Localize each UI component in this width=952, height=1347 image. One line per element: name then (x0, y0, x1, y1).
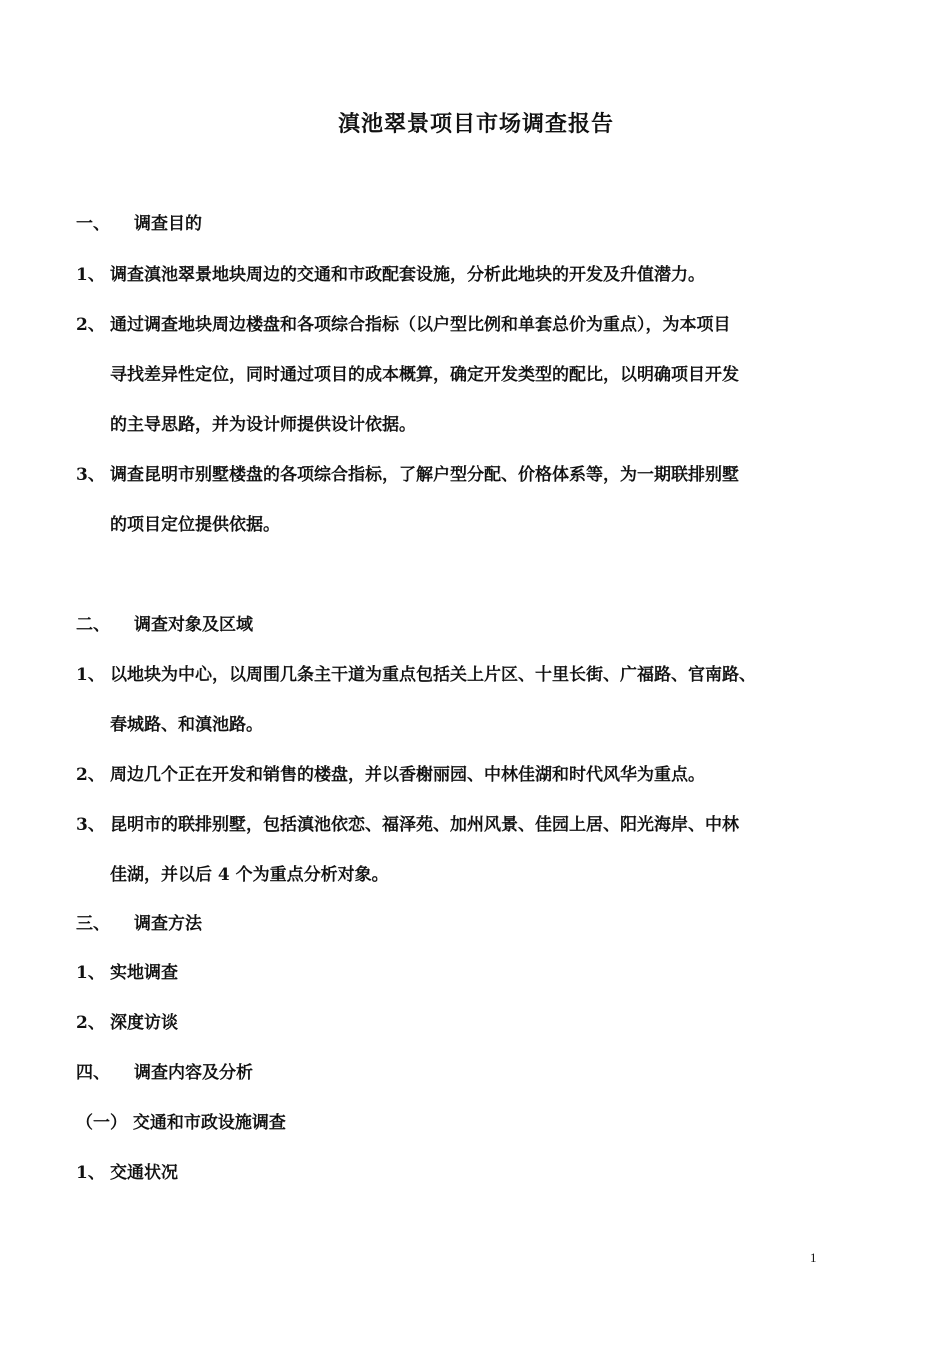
document-title: 滇池翠景项目市场调查报告 (337, 112, 614, 137)
section-title: 调查内容及分析 (134, 1063, 253, 1083)
section-title: 调查方法 (134, 914, 202, 934)
item-text: 实地调查 (110, 963, 178, 983)
item-text: 春城路、和滇池路。 (110, 715, 263, 735)
item-text: 寻找差异性定位，同时通过项目的成本概算，确定开发类型的配比，以明确项目开发 (110, 365, 739, 385)
item-text: 周边几个正在开发和销售的楼盘，并以香榭丽园、中林佳湖和时代风华为重点。 (110, 765, 705, 785)
item-number: 1、 (76, 963, 105, 983)
section-number: 四、 (76, 1063, 110, 1083)
item-text: 交通状况 (110, 1163, 178, 1183)
section-number: 三、 (76, 914, 110, 934)
item-text: 佳湖，并以后 4 个为重点分析对象。 (110, 865, 389, 885)
item-text: 昆明市的联排别墅，包括滇池依恋、福泽苑、加州风景、佳园上居、阳光海岸、中林 (110, 815, 739, 835)
item-text: 通过调查地块周边楼盘和各项综合指标（以户型比例和单套总价为重点），为本项目 (110, 315, 731, 335)
item-number: 1、 (76, 265, 105, 285)
item-number: 3、 (76, 815, 105, 835)
item-text: 深度访谈 (110, 1013, 178, 1033)
section-number: 二、 (76, 615, 110, 635)
subsection-title: （一） 交通和市政设施调查 (76, 1113, 286, 1133)
item-text: 的主导思路，并为设计师提供设计依据。 (110, 415, 416, 435)
item-number: 2、 (76, 315, 105, 335)
item-text: 的项目定位提供依据。 (110, 515, 280, 535)
item-text: 调查滇池翠景地块周边的交通和市政配套设施，分析此地块的开发及升值潜力。 (110, 265, 705, 285)
item-number: 2、 (76, 1013, 105, 1033)
item-number: 1、 (76, 665, 105, 685)
item-number: 2、 (76, 765, 105, 785)
section-title: 调查对象及区域 (134, 615, 253, 635)
item-number: 1、 (76, 1163, 105, 1183)
section-title: 调查目的 (134, 214, 202, 234)
item-text: 调查昆明市别墅楼盘的各项综合指标，了解户型分配、价格体系等，为一期联排别墅 (110, 465, 739, 485)
item-number: 3、 (76, 465, 105, 485)
page-number: 1 (810, 1250, 817, 1265)
item-text: 以地块为中心，以周围几条主干道为重点包括关上片区、十里长街、广福路、官南路、 (110, 665, 756, 685)
section-number: 一、 (76, 214, 110, 234)
